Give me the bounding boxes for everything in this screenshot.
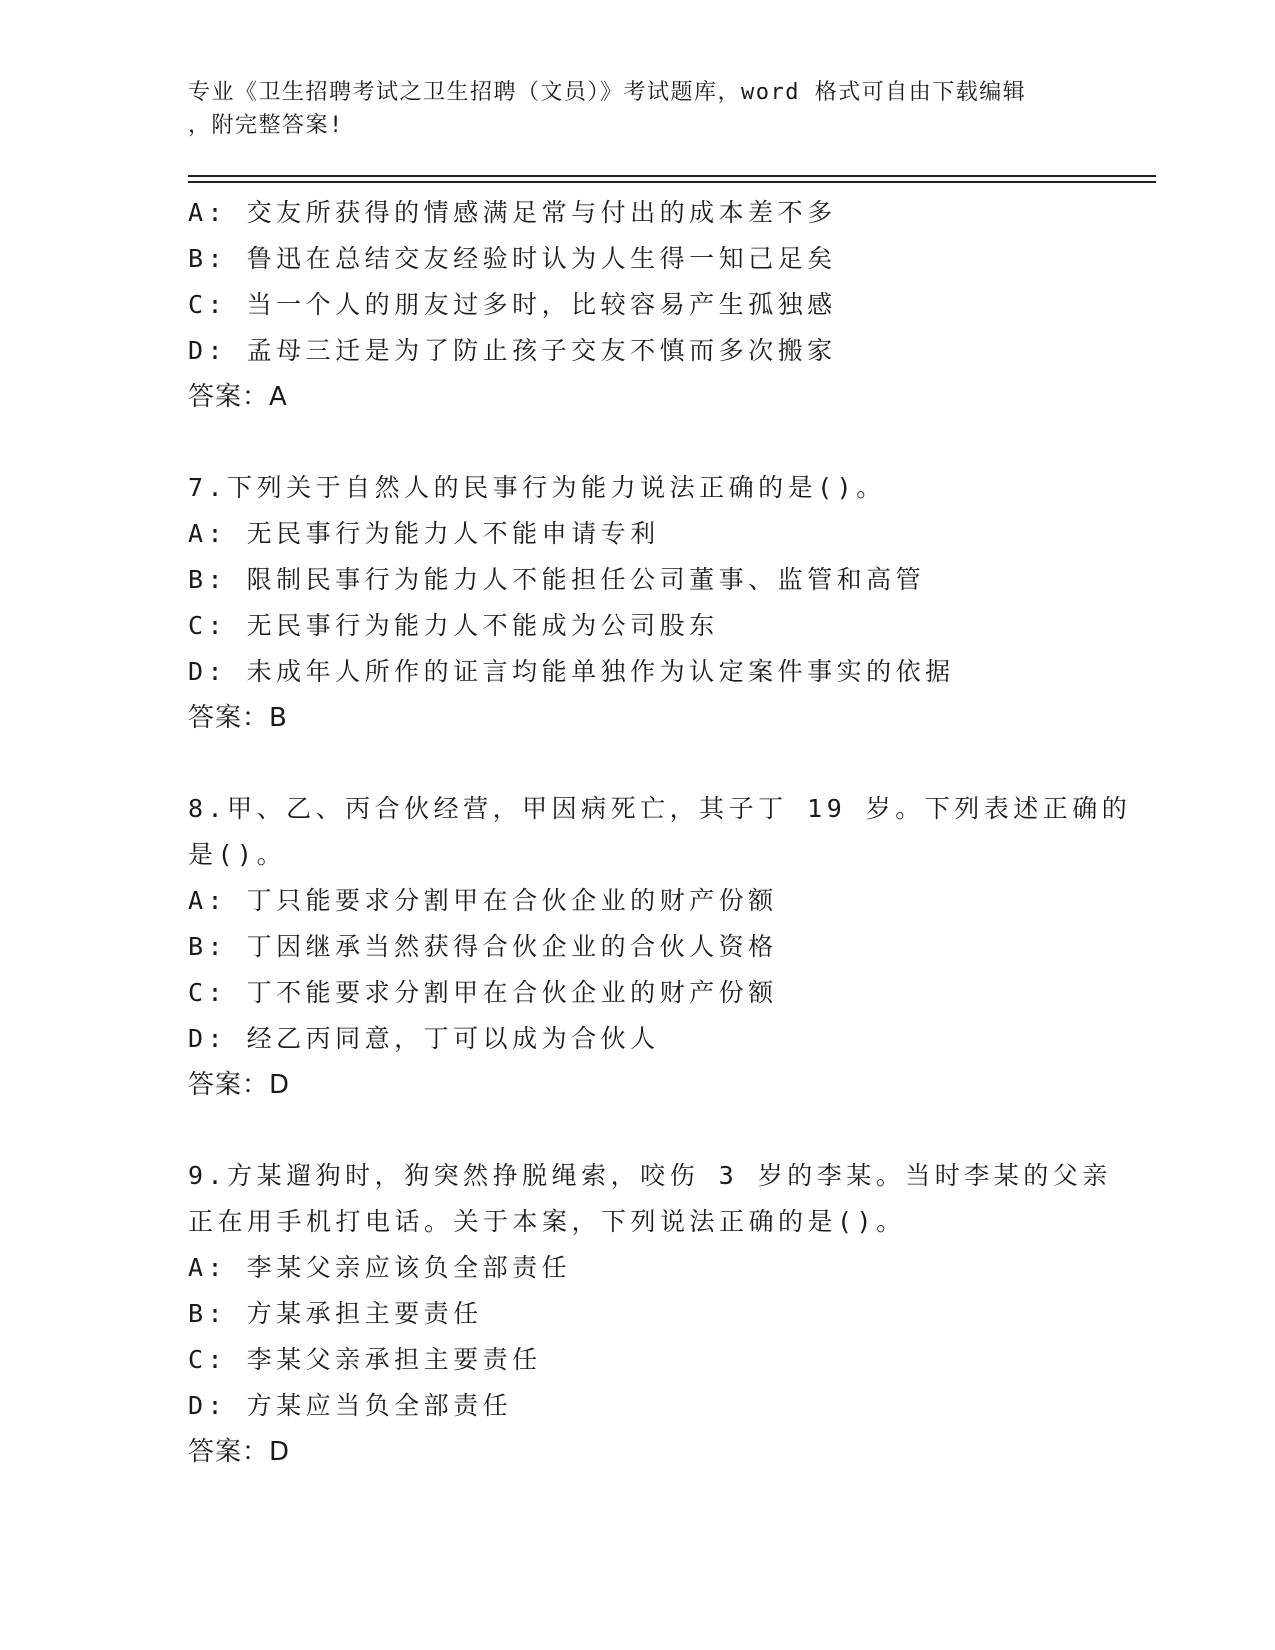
question-stem-line-2: 是()。 [188, 840, 287, 869]
option-c: C: 无民事行为能力人不能成为公司股东 [188, 611, 719, 640]
answer-label: 答案：D [188, 1437, 291, 1467]
option-b: B: 限制民事行为能力人不能担任公司董事、监管和高管 [188, 565, 926, 594]
header-line-2: ，附完整答案! [188, 113, 344, 138]
question-list [188, 190, 1132, 1475]
header-line-1: 专业《卫生招聘考试之卫生招聘（文员）》考试题库，word 格式可自由下载编辑 [188, 80, 1027, 105]
answer-label: 答案：B [188, 703, 288, 733]
spacer [188, 420, 1088, 465]
option-b: B: 丁因继承当然获得合伙企业的合伙人资格 [188, 932, 778, 961]
question-stem-line-1: 9.方某遛狗时，狗突然挣脱绳索，咬伤 3 岁的李某。当时李某的父亲 [188, 1161, 1112, 1190]
question-block-7 [188, 465, 1088, 741]
option-d: D: 经乙丙同意，丁可以成为合伙人 [188, 1024, 660, 1053]
question-block-prev [188, 190, 1088, 420]
option-d: D: 方某应当负全部责任 [188, 1391, 513, 1420]
option-a: A: 无民事行为能力人不能申请专利 [188, 519, 660, 548]
answer-label: 答案：D [188, 1070, 291, 1100]
option-a: A: 丁只能要求分割甲在合伙企业的财产份额 [188, 886, 778, 915]
question-block-9 [188, 1153, 1112, 1475]
option-d: D: 孟母三迁是为了防止孩子交友不慎而多次搬家 [188, 336, 837, 365]
question-block-8 [188, 786, 1132, 1108]
option-d: D: 未成年人所作的证言均能单独作为认定案件事实的依据 [188, 657, 955, 686]
question-stem-line-2: 正在用手机打电话。关于本案，下列说法正确的是()。 [188, 1207, 906, 1236]
option-a: A: 交友所获得的情感满足常与付出的成本差不多 [188, 198, 837, 227]
header-divider-bottom [188, 181, 1156, 183]
spacer [188, 1108, 1088, 1153]
header-divider-top [188, 175, 1156, 177]
question-stem-line-1: 8.甲、乙、丙合伙经营，甲因病死亡，其子丁 19 岁。下列表述正确的 [188, 794, 1132, 823]
question-stem: 7.下列关于自然人的民事行为能力说法正确的是()。 [188, 473, 886, 502]
option-b: B: 鲁迅在总结交友经验时认为人生得一知己足矣 [188, 244, 837, 273]
document-header [188, 76, 1088, 142]
spacer [188, 741, 1088, 786]
option-c: C: 李某父亲承担主要责任 [188, 1345, 542, 1374]
answer-label: 答案：A [188, 382, 288, 412]
option-c: C: 当一个人的朋友过多时，比较容易产生孤独感 [188, 290, 837, 319]
option-a: A: 李某父亲应该负全部责任 [188, 1253, 572, 1282]
option-c: C: 丁不能要求分割甲在合伙企业的财产份额 [188, 978, 778, 1007]
option-b: B: 方某承担主要责任 [188, 1299, 483, 1328]
